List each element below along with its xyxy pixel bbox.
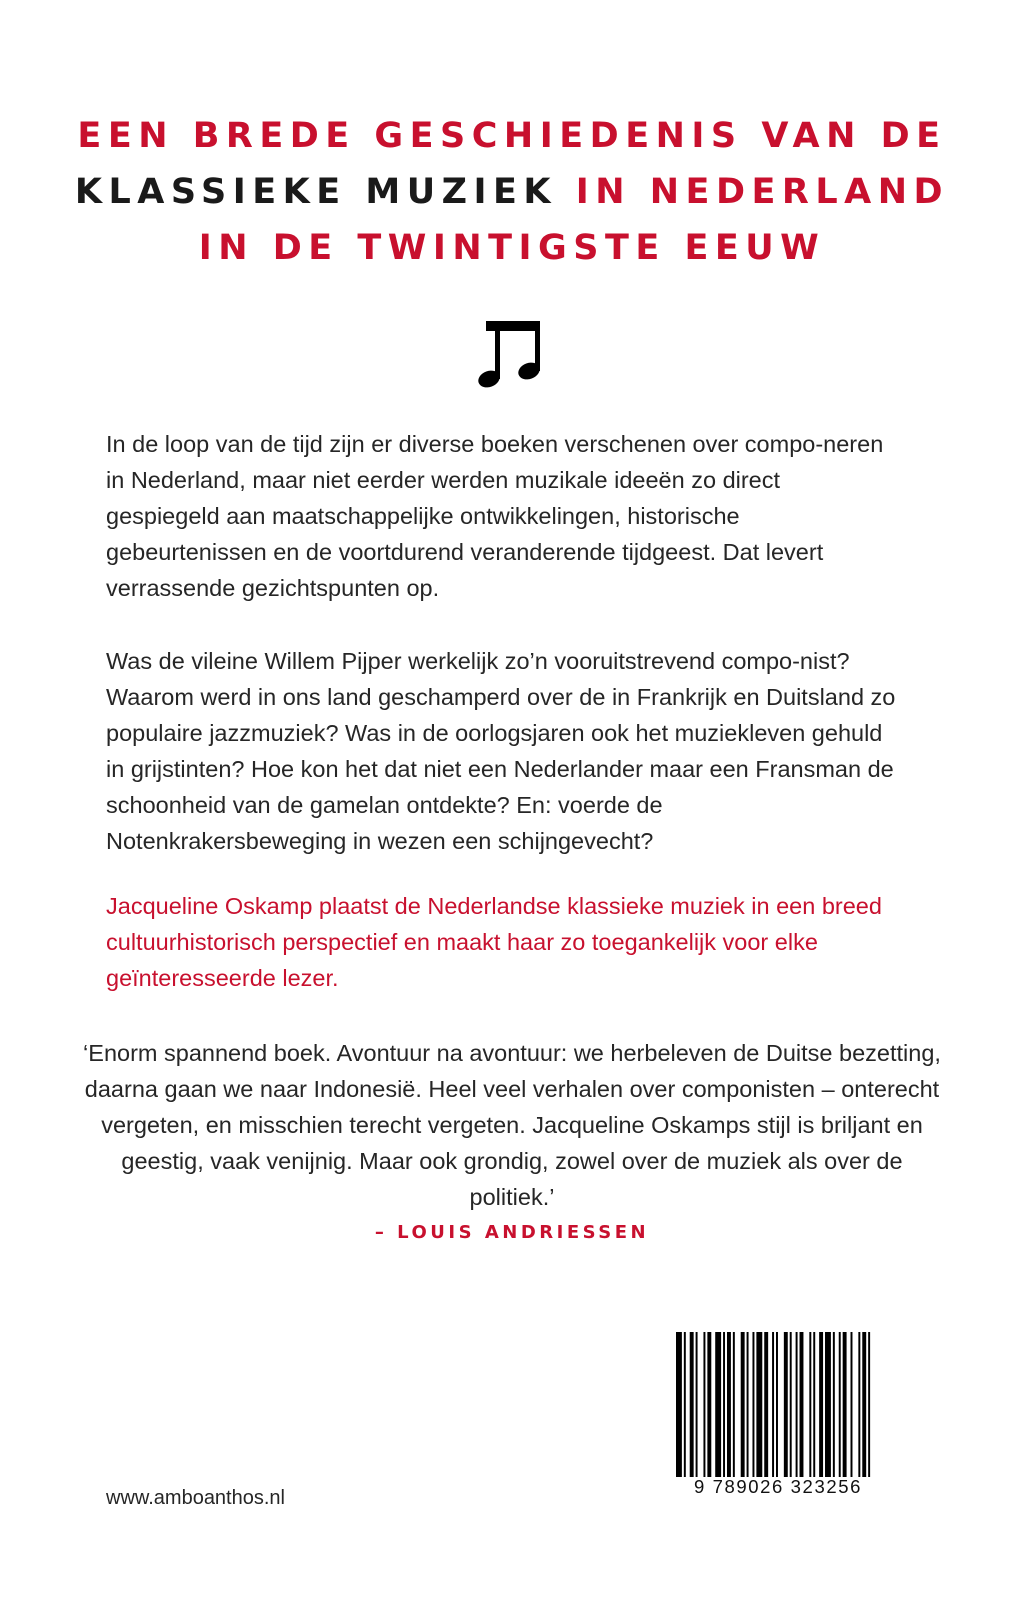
quote-attribution: – LOUIS ANDRIESSEN bbox=[374, 1222, 650, 1243]
barcode-bar bbox=[825, 1332, 831, 1477]
paragraph-questions: Was de vileine Willem Pijper werkelijk zo’n vooruitstrevend compo-nist? Waarom werd in ons land geschamperd over de in Frankrijk en Duitsland zo populaire jazzmuziek? Was in de oorlogsjaren ook het muziekleven gehuld in grijstinten? Hoe kon het dat niet een Nederlander maar een Fransman de schoonheid van de gamelan ontdekte? En: voerde de Notenkrakersbeweging in wezen een schijngevecht? bbox=[106, 648, 896, 854]
barcode-bar bbox=[796, 1332, 798, 1477]
barcode-bar bbox=[819, 1332, 823, 1477]
headline-line-3: IN DE TWINTIGSTE EEUW bbox=[198, 228, 826, 268]
barcode-bar bbox=[733, 1332, 735, 1477]
barcode-bar bbox=[776, 1332, 778, 1477]
barcode-bar bbox=[756, 1332, 762, 1477]
barcode-bar bbox=[839, 1332, 841, 1477]
barcode-bar bbox=[772, 1332, 774, 1477]
barcode-bar bbox=[862, 1332, 866, 1477]
barcode-bar bbox=[790, 1332, 792, 1477]
barcode-bar bbox=[727, 1332, 731, 1477]
headline-line-2 bbox=[0, 164, 1024, 220]
barcode bbox=[676, 1332, 876, 1477]
barcode-bar bbox=[715, 1332, 721, 1477]
headline bbox=[0, 108, 1024, 276]
barcode-bar bbox=[809, 1332, 811, 1477]
barcode-bar bbox=[741, 1332, 745, 1477]
barcode-bar bbox=[813, 1332, 815, 1477]
quote-text: ‘Enorm spannend boek. Avontuur na avontuur: we herbeleven de Duitse bezetting, daarna gaan we naar Indonesië. Heel veel verhalen over componisten – onterecht vergeten, en misschien terecht vergeten. Jacqueline Oskamps stijl is briljant en geestig, vaak venijnig. Maar ook grondig, zowel over de muziek als over de politiek.’ bbox=[83, 1040, 941, 1210]
music-note-icon bbox=[474, 315, 554, 395]
barcode-bar bbox=[851, 1332, 853, 1477]
barcode-bar bbox=[676, 1332, 682, 1477]
barcode-bar bbox=[690, 1332, 694, 1477]
barcode-bar bbox=[858, 1332, 860, 1477]
blurb-quote bbox=[80, 1035, 944, 1251]
isbn-number: 9 789026 323256 bbox=[693, 1476, 863, 1497]
barcode-bar bbox=[696, 1332, 698, 1477]
barcode-bar bbox=[723, 1332, 725, 1477]
headline-line-2-dark: KLASSIEKE MUZIEK bbox=[74, 172, 558, 212]
barcode-bar bbox=[707, 1332, 711, 1477]
barcode-bar bbox=[747, 1332, 749, 1477]
paragraph-intro: In de loop van de tijd zijn er diverse boeken verschenen over compo-neren in Nederland, maar niet eerder werden muzikale ideeën zo direct gespiegeld aan maatschappelijke ontwikkelingen, historische gebeurtenissen en de voortdurend veranderende tijdgeest. Dat levert verrassende gezichtspunten op. bbox=[106, 431, 884, 601]
barcode-bar bbox=[784, 1332, 788, 1477]
barcode-bar bbox=[868, 1332, 870, 1477]
headline-line-1: EEN BREDE GESCHIEDENIS VAN DE bbox=[77, 116, 947, 156]
barcode-bar bbox=[684, 1332, 686, 1477]
headline-line-2-red: IN NEDERLAND bbox=[575, 172, 950, 212]
paragraph-summary: Jacqueline Oskamp plaatst de Nederlandse klassieke muziek in een breed cultuurhistorisch perspectief en maakt haar zo toegankelijk voor elke geïnteresseerde lezer. bbox=[106, 893, 882, 991]
barcode-bar bbox=[843, 1332, 847, 1477]
barcode-bar bbox=[752, 1332, 754, 1477]
barcode-bar bbox=[800, 1332, 804, 1477]
publisher-website[interactable]: www.amboanthos.nl bbox=[106, 1487, 285, 1509]
barcode-bar bbox=[703, 1332, 705, 1477]
barcode-bar bbox=[764, 1332, 768, 1477]
barcode-bar bbox=[833, 1332, 835, 1477]
